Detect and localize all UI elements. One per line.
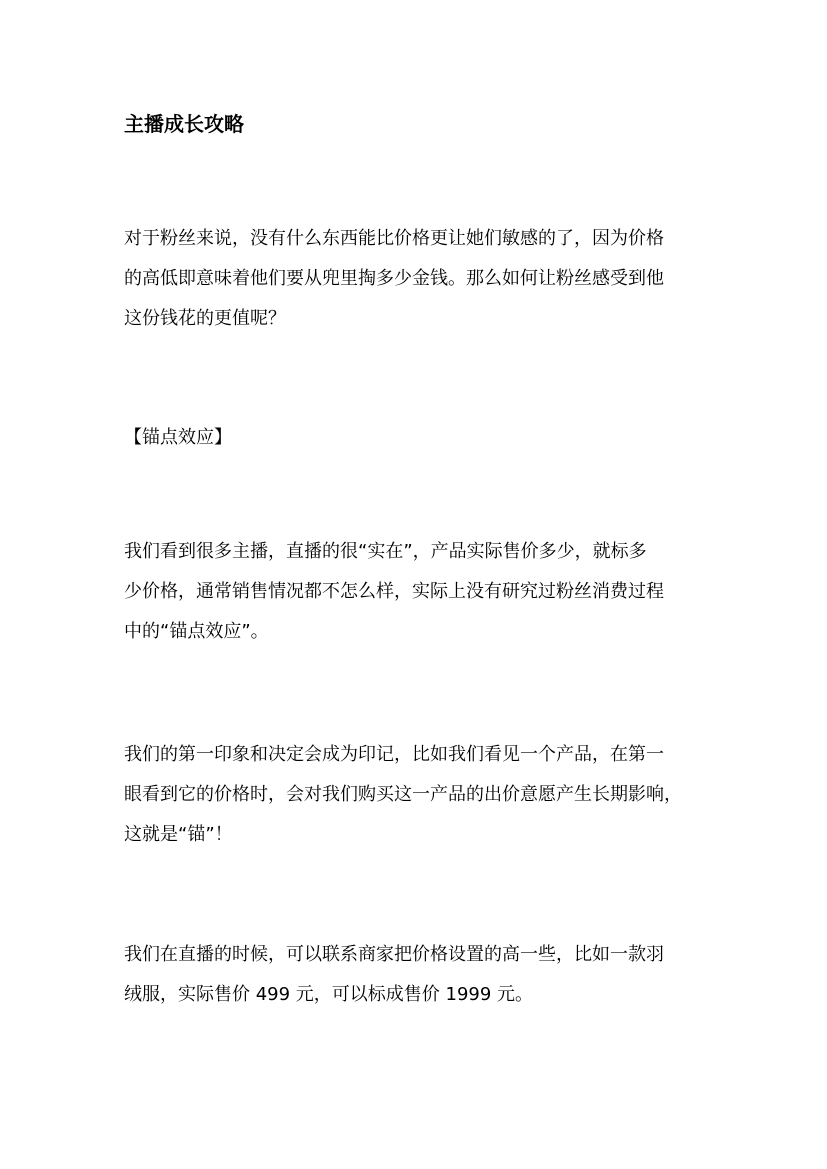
paragraph-pricing-example <box>124 935 724 1015</box>
paragraph-anchor-definition <box>124 735 724 855</box>
text-line: 绒服，实际售价 499 元，可以标成售价 1999 元。 <box>124 984 534 1005</box>
text-line: 的高低即意味着他们要从兜里掏多少金钱。那么如何让粉丝感受到他 <box>124 268 664 289</box>
paragraph-anchor-observation <box>124 532 724 652</box>
document-title: 主播成长攻略 <box>124 112 244 136</box>
text-line: 我们看到很多主播，直播的很“实在”，产品实际售价多少，就标多 <box>124 541 647 562</box>
section-heading-anchor-effect <box>124 418 724 458</box>
text-line: 这就是“锚”！ <box>124 824 233 845</box>
section-heading-text: 【锚点效应】 <box>124 427 232 448</box>
text-line: 我们在直播的时候，可以联系商家把价格设置的高一些，比如一款羽 <box>124 944 664 965</box>
text-line: 这份钱花的更值呢？ <box>124 308 286 329</box>
text-line: 中的“锚点效应”。 <box>124 621 269 642</box>
text-line: 对于粉丝来说，没有什么东西能比价格更让她们敏感的了，因为价格 <box>124 228 664 249</box>
paragraph-intro <box>124 219 724 339</box>
text-line: 少价格，通常销售情况都不怎么样，实际上没有研究过粉丝消费过程 <box>124 581 664 602</box>
text-line: 眼看到它的价格时，会对我们购买这一产品的出价意愿产生长期影响， <box>124 784 682 805</box>
text-line: 我们的第一印象和决定会成为印记，比如我们看见一个产品，在第一 <box>124 744 664 765</box>
